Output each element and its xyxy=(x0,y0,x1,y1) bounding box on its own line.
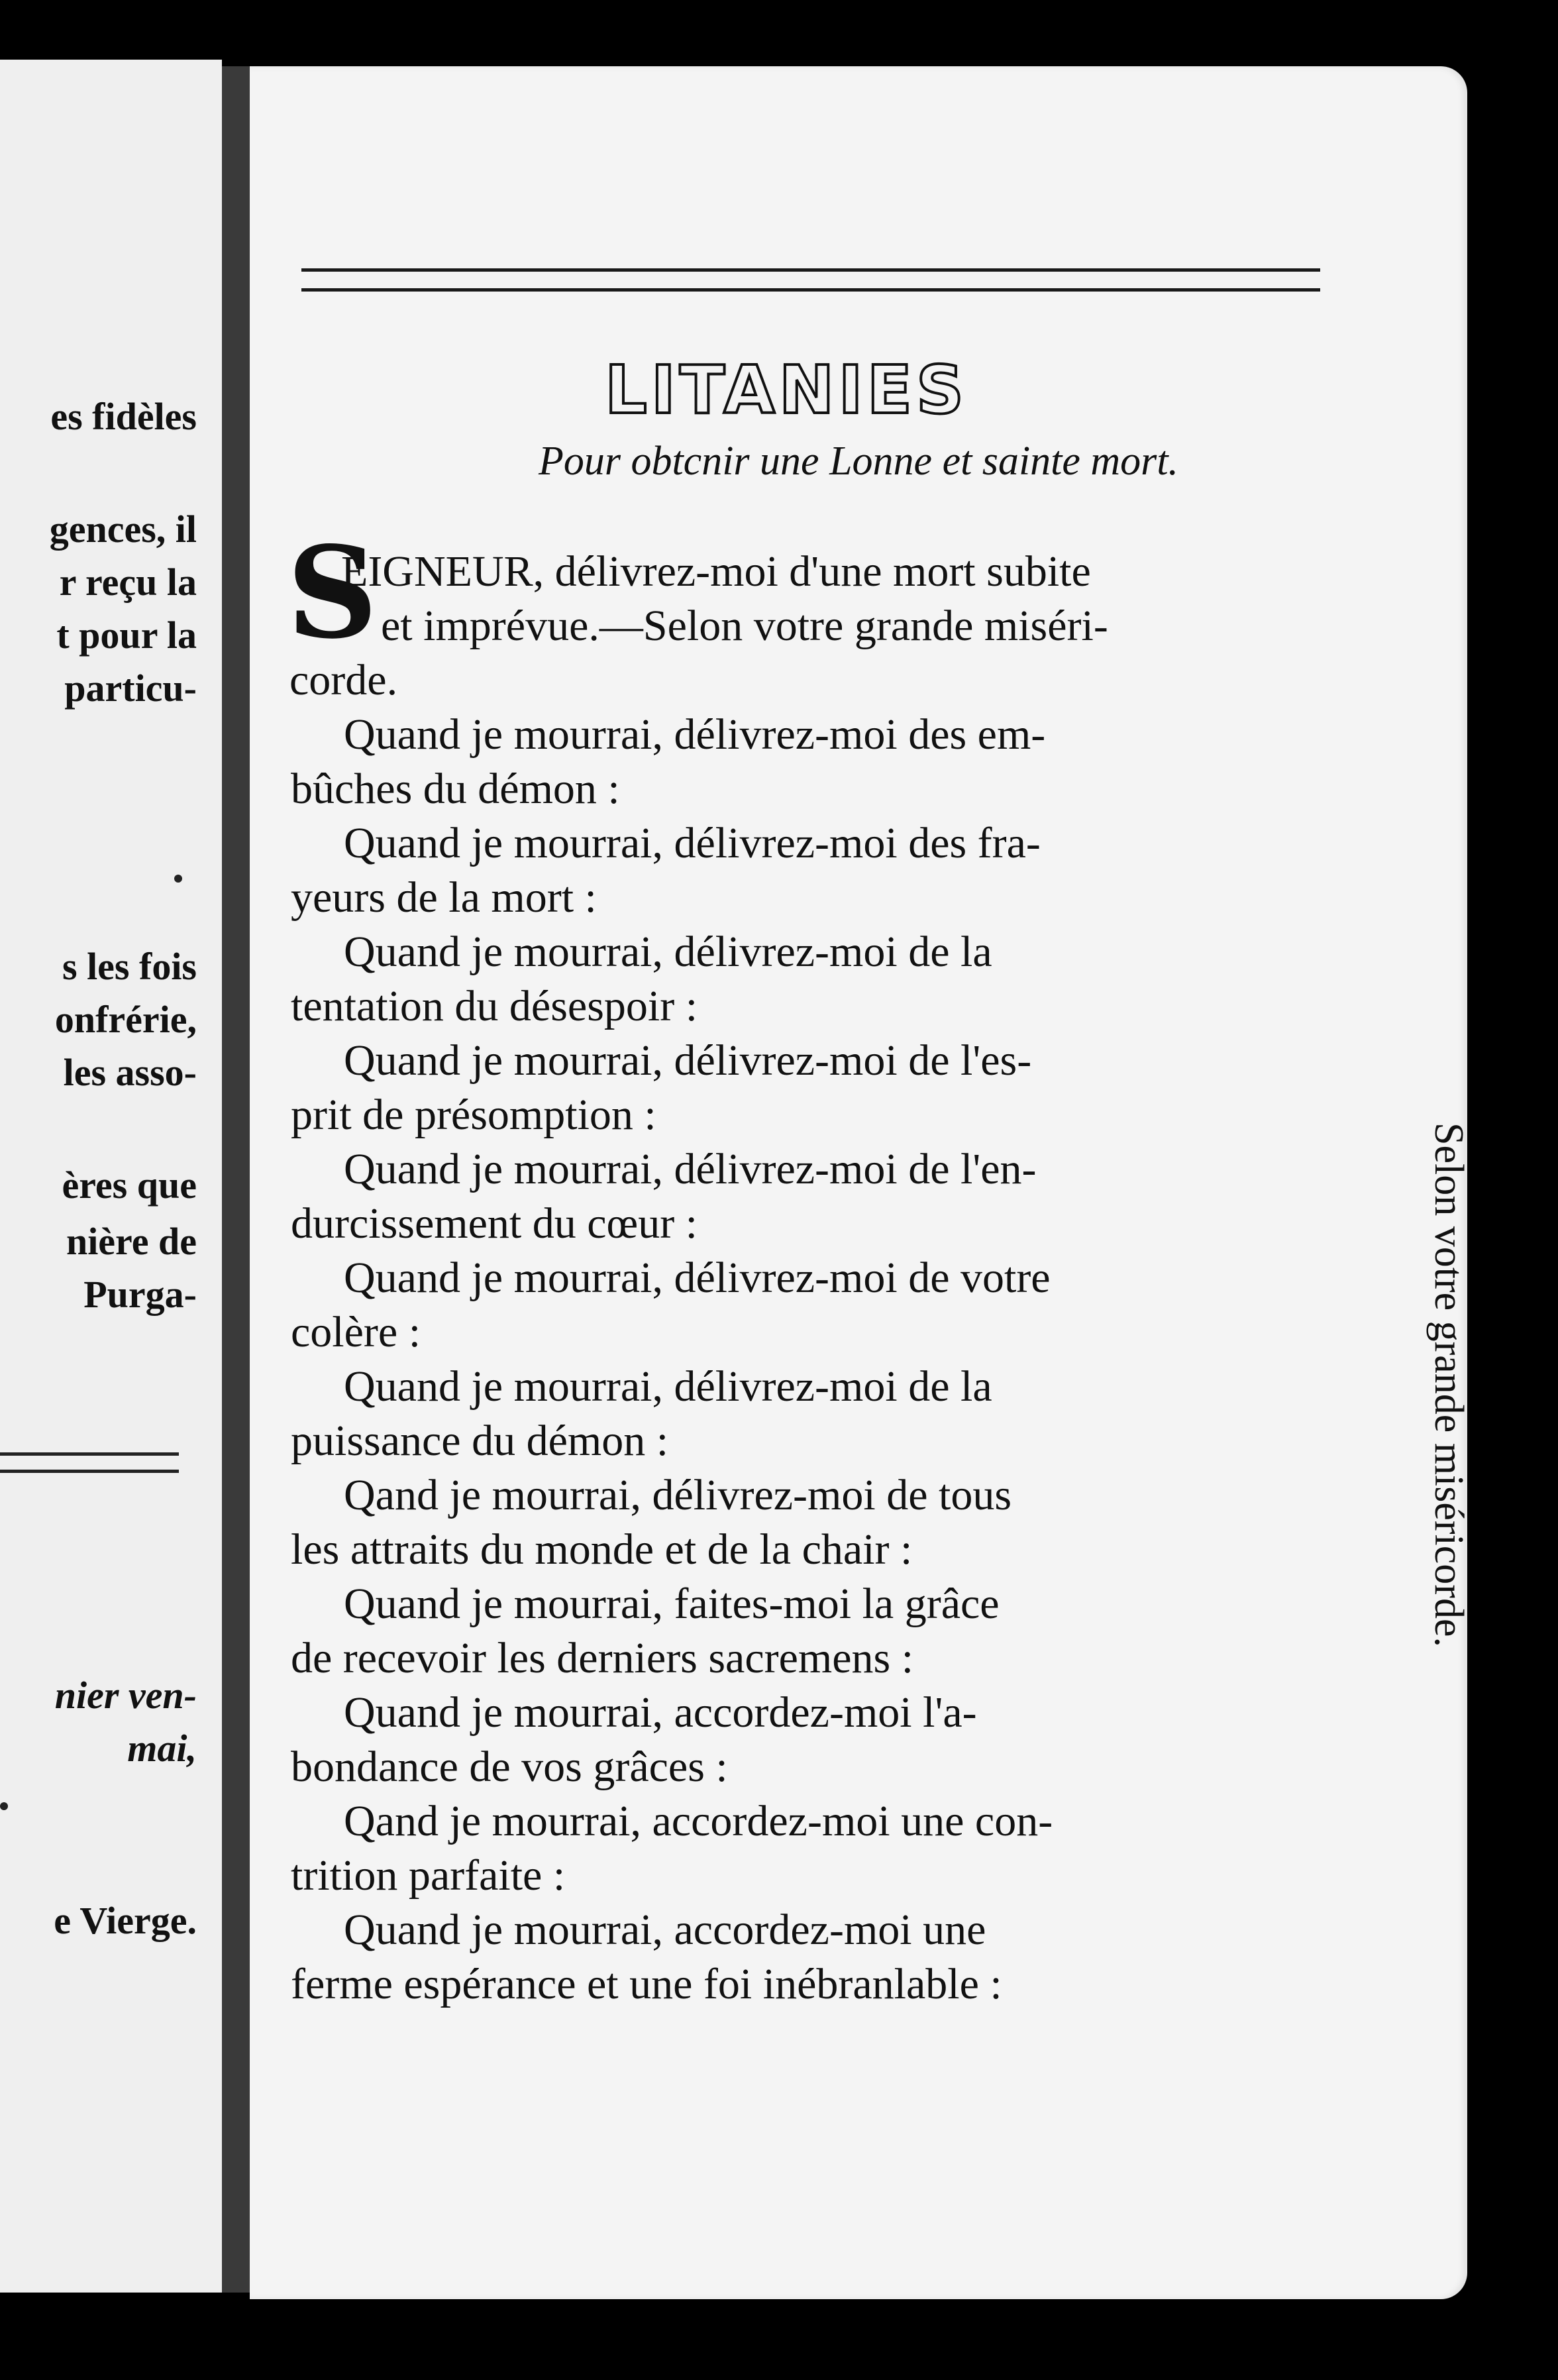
litany-line: EIGNEUR, délivrez-moi d'une mort subite xyxy=(341,547,1091,596)
litany-line: bûches du démon : xyxy=(291,765,620,813)
litany-line: Quand je mourrai, faites-moi la grâce xyxy=(344,1580,1000,1628)
left-line: e Vierge. xyxy=(54,1899,197,1942)
left-line: s les fois xyxy=(62,945,197,988)
left-line: nier ven- xyxy=(54,1674,197,1717)
left-line: particu- xyxy=(64,667,197,710)
litany-line: bondance de vos grâces : xyxy=(291,1743,728,1791)
litany-line: de recevoir les derniers sacremens : xyxy=(291,1634,914,1682)
litany-line: ferme espérance et une foi inébranlable : xyxy=(291,1960,1002,2008)
litany-line: Qand je mourrai, délivrez-moi de tous xyxy=(344,1471,1012,1519)
litany-line: Quand je mourrai, délivrez-moi de l'en- xyxy=(344,1145,1037,1193)
margin-response: Selon votre grande miséricorde. xyxy=(1426,1122,1471,1647)
litany-line: Quand je mourrai, accordez-moi l'a- xyxy=(344,1688,977,1737)
header-rule xyxy=(301,268,1320,272)
page-title: LITANIES xyxy=(605,351,968,429)
litany-line: Quand je mourrai, délivrez-moi des em- xyxy=(344,710,1046,759)
litany-line: Quand je mourrai, délivrez-moi de votre xyxy=(344,1254,1051,1302)
left-page-fragment xyxy=(0,60,222,2293)
litany-line: Quand je mourrai, délivrez-moi de la xyxy=(344,1362,992,1411)
drop-cap: S xyxy=(287,519,378,667)
stray-dot xyxy=(0,1802,8,1810)
litany-line: Qand je mourrai, accordez-moi une con- xyxy=(344,1797,1053,1845)
left-line: es fidèles xyxy=(50,395,197,438)
litany-line: yeurs de la mort : xyxy=(291,873,597,922)
litany-line: puissance du démon : xyxy=(291,1417,669,1465)
litany-line: les attraits du monde et de la chair : xyxy=(291,1525,913,1574)
litany-line: Quand je mourrai, délivrez-moi de la xyxy=(344,928,992,976)
left-rule xyxy=(0,1470,179,1473)
left-line: onfrérie, xyxy=(54,998,197,1041)
litany-line: Quand je mourrai, délivrez-moi de l'es- xyxy=(344,1036,1032,1085)
header-rule xyxy=(301,288,1320,292)
left-line: les asso- xyxy=(63,1051,197,1094)
left-line: r reçu la xyxy=(59,561,197,604)
left-line: ères que xyxy=(62,1163,197,1207)
left-rule xyxy=(0,1452,179,1456)
book-gutter xyxy=(222,66,250,2293)
litany-line: colère : xyxy=(291,1308,421,1356)
litany-line: Quand je mourrai, accordez-moi une xyxy=(344,1906,986,1954)
litany-line: prit de présomption : xyxy=(291,1091,656,1139)
page-subtitle: Pour obtcnir une Lonne et sainte mort. xyxy=(538,439,1179,484)
stray-dot xyxy=(174,875,182,883)
litany-line: tentation du désespoir : xyxy=(291,982,698,1030)
litany-line: et imprévue.—Selon votre grande miséri- xyxy=(381,602,1108,650)
left-line: mai, xyxy=(127,1727,197,1770)
left-line: t pour la xyxy=(56,614,197,657)
left-line: gences, il xyxy=(49,508,197,551)
left-line: nière de xyxy=(66,1220,197,1263)
left-line: Purga- xyxy=(83,1273,197,1316)
main-page xyxy=(250,66,1471,2299)
litany-line: trition parfaite : xyxy=(291,1851,566,1900)
litany-line: durcissement du cœur : xyxy=(291,1199,698,1248)
litany-line: corde. xyxy=(289,656,398,704)
litany-line: Quand je mourrai, délivrez-moi des fra- xyxy=(344,819,1041,867)
